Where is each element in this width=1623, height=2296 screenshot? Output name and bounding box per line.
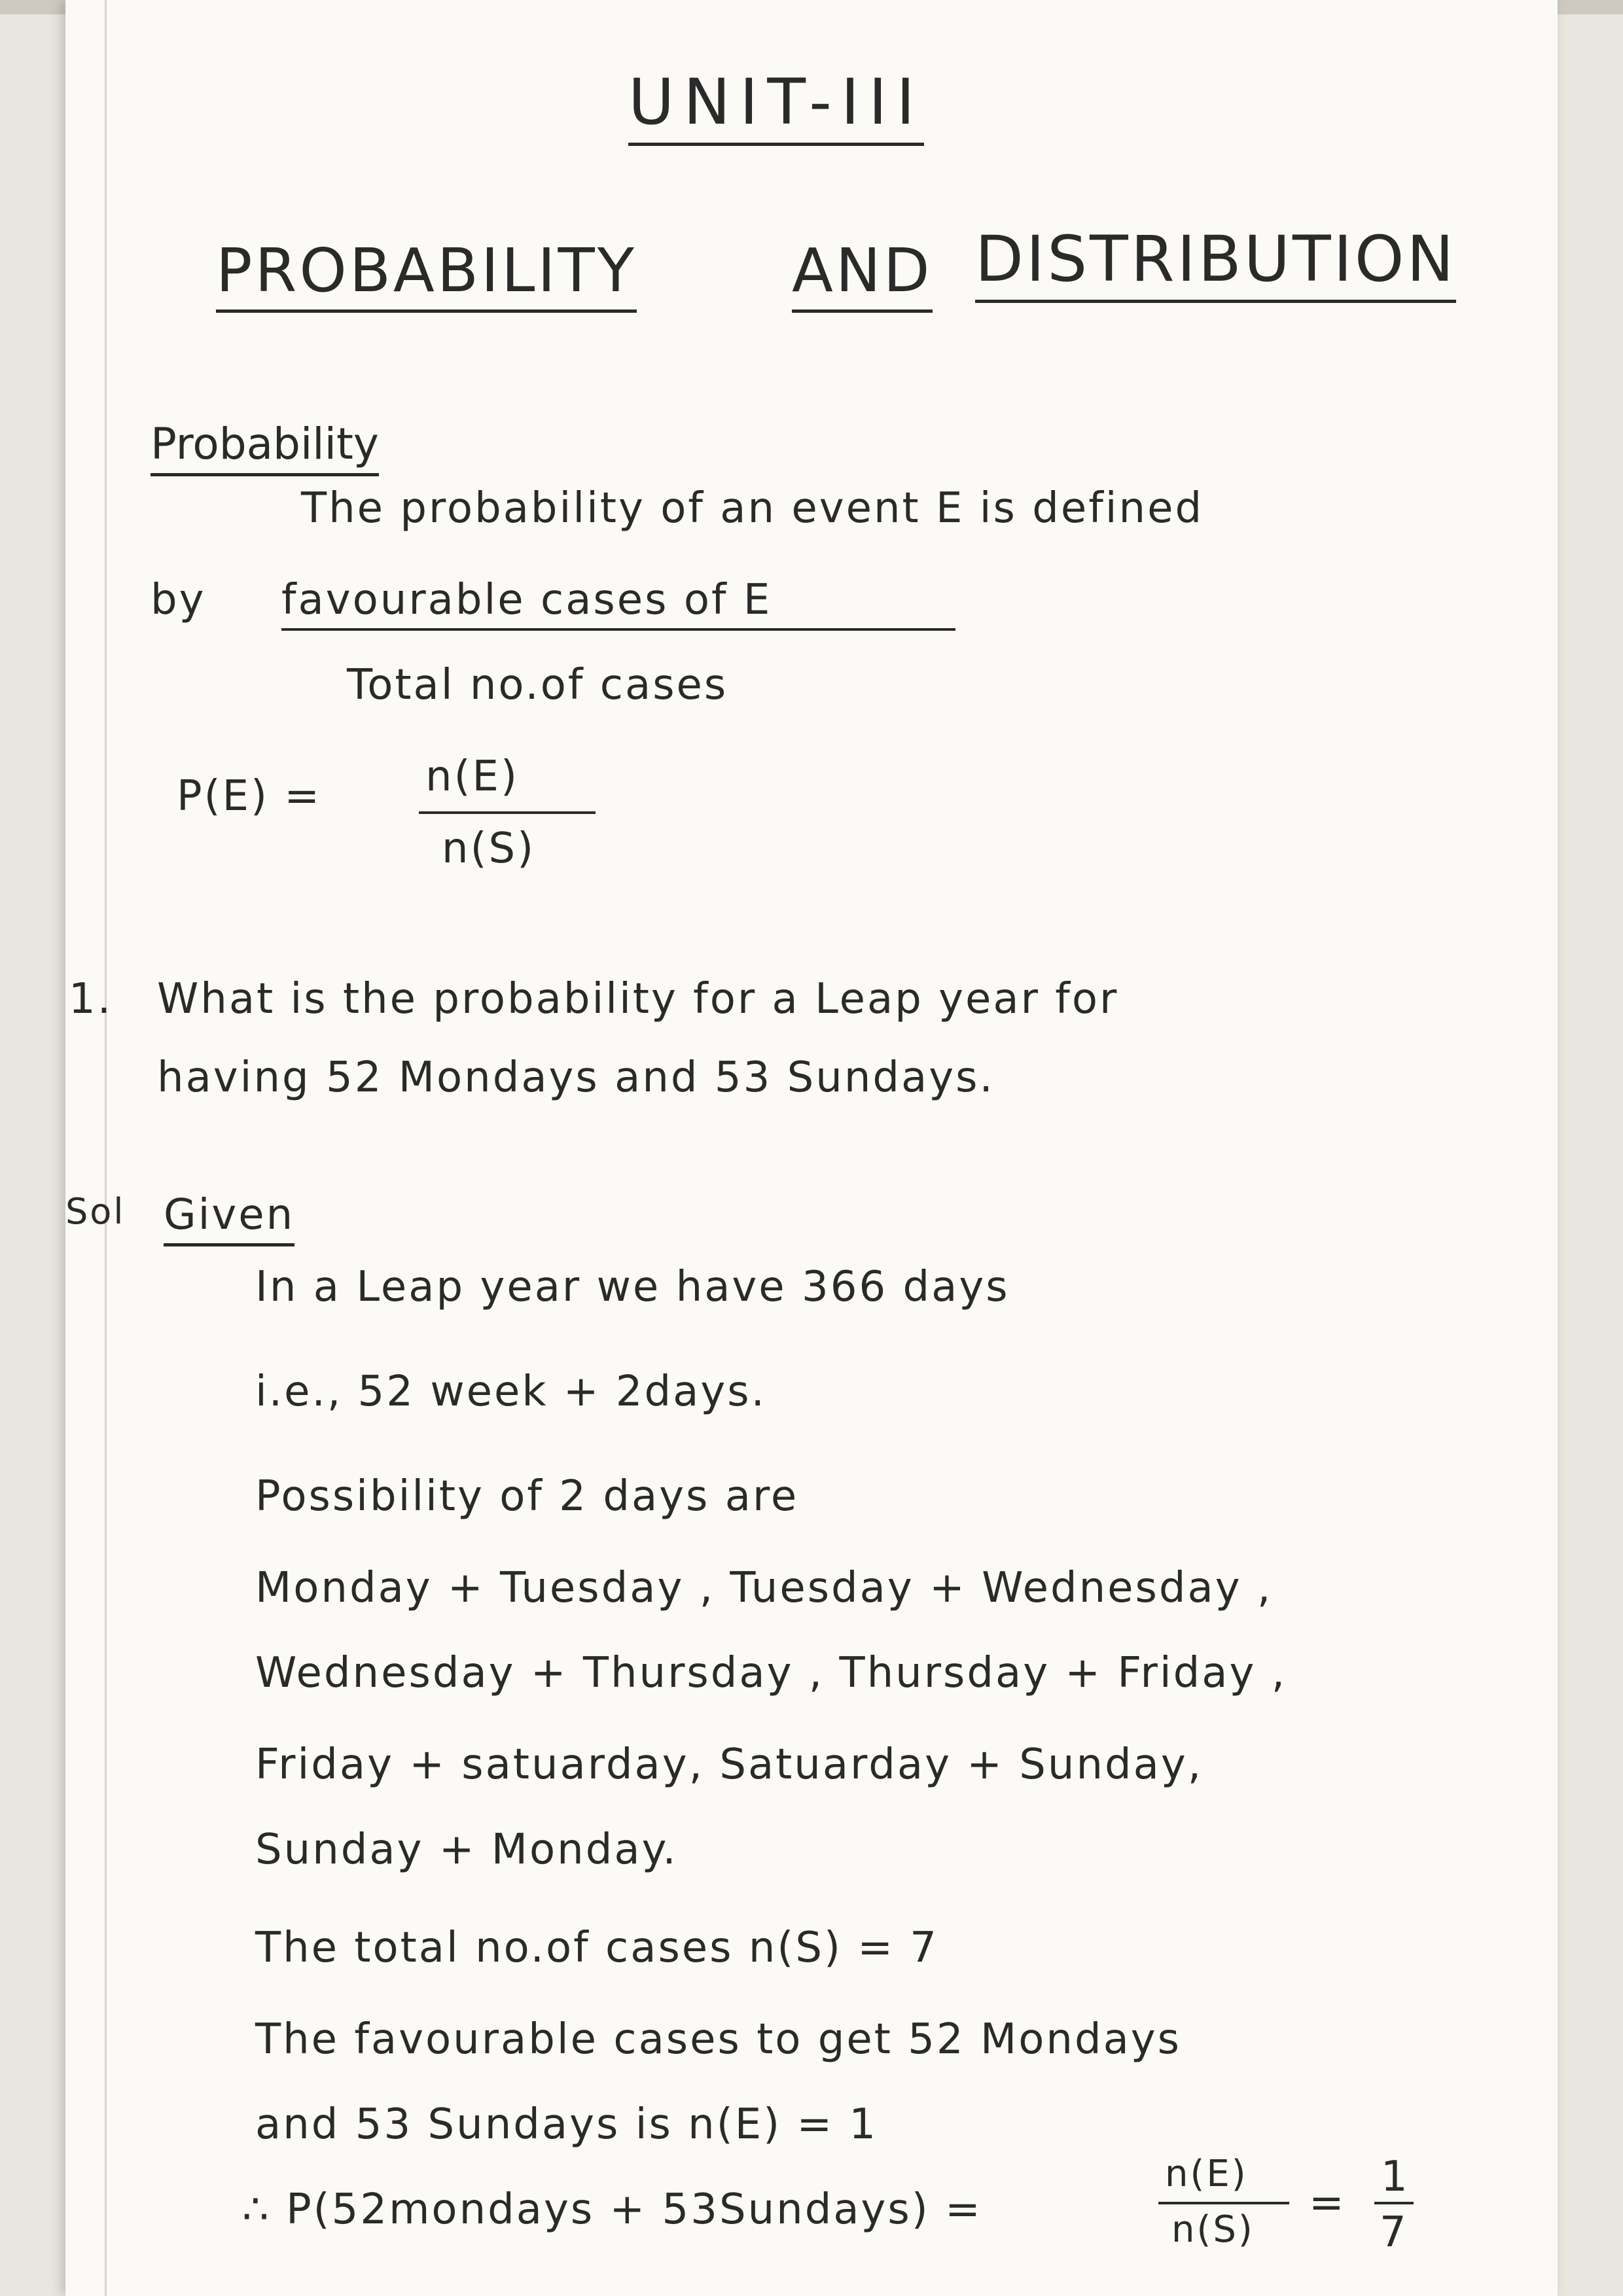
conclusion-numerator: n(E)	[1165, 2153, 1248, 2195]
question-number: 1.	[69, 975, 113, 1023]
conclusion-fraction-bar	[1158, 2202, 1289, 2204]
unit-heading: UNIT-III	[628, 65, 924, 146]
solution-line-3: Possibility of 2 days are	[255, 1472, 799, 1521]
section-heading-probability: Probability	[151, 419, 379, 476]
formula-lhs: P(E) =	[177, 772, 321, 821]
solution-line-7: Sunday + Monday.	[255, 1826, 678, 1874]
solution-line-8: The total no.of cases n(S) = 7	[255, 1924, 938, 1972]
margin-line	[105, 0, 107, 2296]
result-numerator: 1	[1381, 2153, 1410, 2201]
title-and: AND	[792, 236, 933, 313]
question-line-1: What is the probability for a Leap year for	[157, 975, 1119, 1023]
solution-label: Sol	[65, 1191, 126, 1232]
conclusion-equals: =	[1309, 2179, 1346, 2227]
definition-numerator: favourable cases of E	[281, 576, 772, 624]
solution-line-10: and 53 Sundays is n(E) = 1	[255, 2100, 878, 2149]
solution-line-4: Monday + Tuesday , Tuesday + Wednesday ,	[255, 1564, 1273, 1612]
solution-line-5: Wednesday + Thursday , Thursday + Friday ,	[255, 1649, 1287, 1697]
given-heading: Given	[164, 1191, 294, 1246]
formula-numerator: n(E)	[425, 752, 519, 801]
definition-denominator: Total no.of cases	[347, 661, 728, 709]
notebook-page	[65, 0, 1558, 2296]
solution-line-6: Friday + satuarday, Satuarday + Sunday,	[255, 1740, 1204, 1789]
conclusion-lhs: ∴ P(52mondays + 53Sundays) =	[242, 2185, 982, 2234]
formula-fraction-bar	[419, 811, 596, 814]
title-probability: PROBABILITY	[216, 236, 637, 313]
solution-line-1: In a Leap year we have 366 days	[255, 1263, 1010, 1311]
solution-line-2: i.e., 52 week + 2days.	[255, 1368, 766, 1416]
result-fraction-bar	[1374, 2202, 1414, 2204]
fraction-bar	[281, 628, 955, 631]
result-denominator: 7	[1380, 2208, 1408, 2257]
solution-line-9: The favourable cases to get 52 Mondays	[255, 2015, 1181, 2064]
question-line-2: having 52 Mondays and 53 Sundays.	[157, 1053, 995, 1102]
definition-by: by	[151, 576, 206, 624]
conclusion-denominator: n(S)	[1171, 2208, 1255, 2251]
title-distribution: DISTRIBUTION	[975, 222, 1456, 303]
definition-line-1: The probability of an event E is defined	[301, 484, 1204, 533]
formula-denominator: n(S)	[442, 824, 536, 873]
